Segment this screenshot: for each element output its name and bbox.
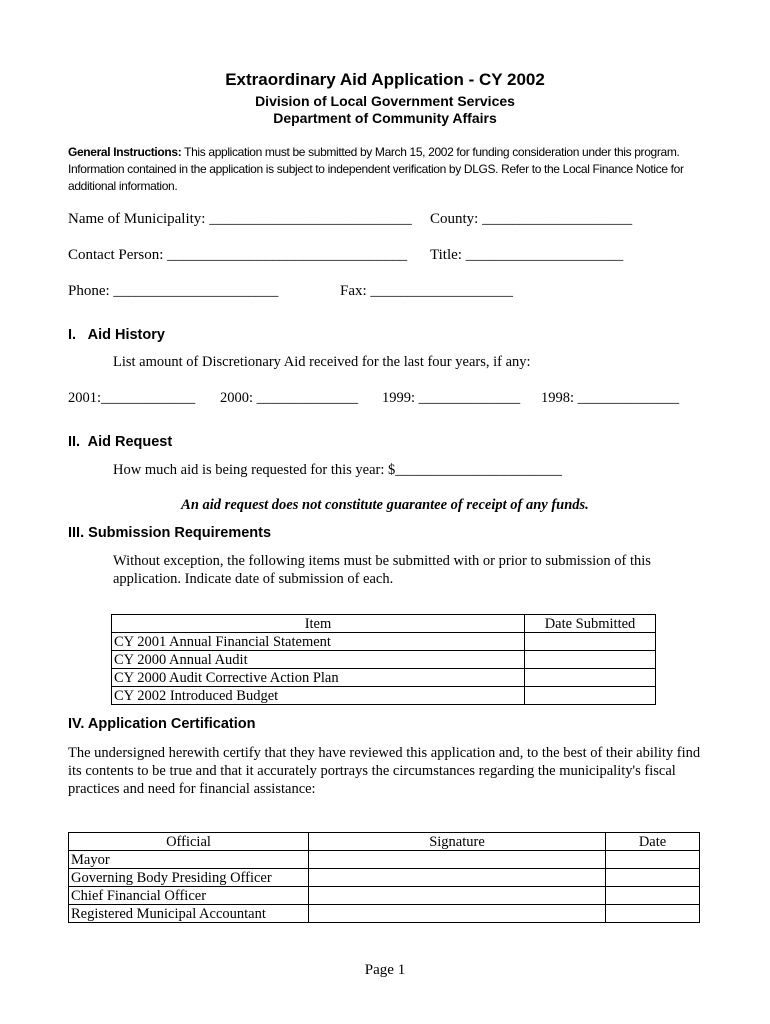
submission-requirements-heading: III. Submission Requirements — [68, 525, 272, 541]
municipality-field[interactable]: Name of Municipality: ___________________________ — [68, 211, 412, 227]
phone-field[interactable]: Phone: ______________________ — [68, 283, 279, 299]
submission-table — [111, 614, 656, 705]
table-row — [69, 905, 700, 923]
date-submitted-cell[interactable] — [525, 651, 656, 669]
signature-cell[interactable] — [309, 869, 606, 887]
application-certification-heading: IV. Application Certification — [68, 716, 256, 732]
general-instructions — [68, 144, 708, 195]
date-cell[interactable] — [606, 869, 700, 887]
table-header-row — [112, 615, 656, 633]
table-row — [112, 669, 656, 687]
official-cell: Chief Financial Officer — [69, 887, 309, 905]
aid-1998-field[interactable]: 1998: ______________ — [541, 390, 680, 406]
date-cell[interactable] — [606, 887, 700, 905]
county-field[interactable]: County: ____________________ — [430, 211, 633, 227]
table-row — [112, 633, 656, 651]
date-submitted-cell[interactable] — [525, 687, 656, 705]
certification-text: The undersigned herewith certify that they have reviewed this application and, to the best of their ability find its contents to be true and that it accurately portrays the circumstances regarding the municipality's fiscal practices and need for financial assistance: — [68, 745, 701, 797]
item-cell: CY 2000 Audit Corrective Action Plan — [112, 669, 525, 687]
document-title: Extraordinary Aid Application - CY 2002 — [225, 70, 545, 89]
aid-request-amount-field[interactable]: How much aid is being requested for this year: $_______________________ — [113, 462, 563, 478]
signature-cell[interactable] — [309, 905, 606, 923]
table-header-row — [69, 833, 700, 851]
aid-history-text: List amount of Discretionary Aid received for the last four years, if any: — [113, 354, 531, 370]
department-subtitle: Department of Community Affairs — [273, 110, 497, 126]
official-cell: Registered Municipal Accountant — [69, 905, 309, 923]
table-row — [112, 687, 656, 705]
certification-table — [68, 832, 700, 923]
submission-requirements-text: Without exception, the following items must be submitted with or prior to submission of this application. Indicate date of submission of each. — [113, 553, 651, 587]
date-column-header: Date — [606, 833, 700, 851]
title-field[interactable]: Title: _____________________ — [430, 247, 624, 263]
table-row — [69, 851, 700, 869]
official-cell: Governing Body Presiding Officer — [69, 869, 309, 887]
item-cell: CY 2002 Introduced Budget — [112, 687, 525, 705]
official-column-header: Official — [69, 833, 309, 851]
contact-person-field[interactable]: Contact Person: ________________________________ — [68, 247, 408, 263]
date-cell[interactable] — [606, 851, 700, 869]
aid-2000-field[interactable]: 2000: ______________ — [220, 390, 359, 406]
aid-2001-field[interactable]: 2001:_____________ — [68, 390, 196, 406]
aid-request-heading: II. Aid Request — [68, 434, 173, 450]
page-number: Page 1 — [364, 962, 406, 978]
division-subtitle: Division of Local Government Services — [255, 93, 515, 109]
aid-1999-field[interactable]: 1999: ______________ — [382, 390, 521, 406]
date-submitted-cell[interactable] — [525, 633, 656, 651]
instructions-label: General Instructions: — [68, 145, 182, 159]
signature-column-header: Signature — [309, 833, 606, 851]
signature-cell[interactable] — [309, 887, 606, 905]
date-cell[interactable] — [606, 905, 700, 923]
item-cell: CY 2000 Annual Audit — [112, 651, 525, 669]
item-cell: CY 2001 Annual Financial Statement — [112, 633, 525, 651]
fax-field[interactable]: Fax: ___________________ — [340, 283, 513, 299]
item-column-header: Item — [112, 615, 525, 633]
signature-cell[interactable] — [309, 851, 606, 869]
table-row — [69, 869, 700, 887]
table-row — [112, 651, 656, 669]
date-submitted-cell[interactable] — [525, 669, 656, 687]
aid-disclaimer: An aid request does not constitute guarantee of receipt of any funds. — [181, 497, 589, 513]
instructions-text: This application must be submitted by March 15, 2002 for funding consideration under this program. Information contained in the application is subject to independent verification by DLGS. Refer to the Local Finance Notice for additional information. — [68, 145, 684, 193]
date-submitted-column-header: Date Submitted — [525, 615, 656, 633]
aid-history-heading: I. Aid History — [68, 327, 165, 343]
official-cell: Mayor — [69, 851, 309, 869]
table-row — [69, 887, 700, 905]
